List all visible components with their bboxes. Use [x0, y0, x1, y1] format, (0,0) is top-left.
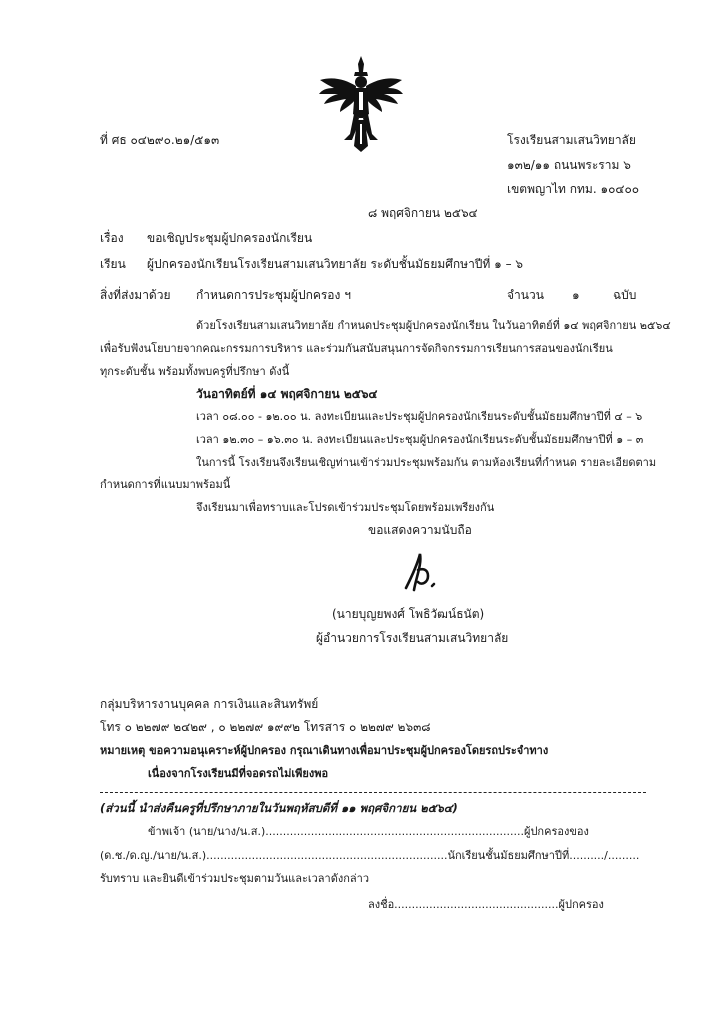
- subject-text: ขอเชิญประชุมผู้ปกครองนักเรียน: [147, 231, 313, 245]
- letter-date: ๘ พฤศจิกายน ๒๕๖๔: [368, 206, 478, 220]
- reply-slip-line-1: ข้าพเจ้า (นาย/นาง/น.ส.)..........................................................................ผู้ปกครองของ: [148, 825, 589, 838]
- body-paragraph-3: จึงเรียนมาเพื่อทราบและโปรดเข้าร่วมประชุมโดยพร้อมเพรียงกัน: [196, 501, 495, 514]
- enclosure-text: กำหนดการประชุมผู้ปกครอง ฯ: [196, 288, 351, 302]
- school-name: โรงเรียนสามเสนวิทยาลัย: [507, 133, 636, 147]
- reply-slip-signature-line: ลงชื่อ...............................................ผู้ปกครอง: [368, 898, 604, 911]
- meeting-day: วันอาทิตย์ที่ ๑๔ พฤศจิกายน ๒๕๖๔: [196, 387, 378, 401]
- enclosure-count-label: จำนวน: [507, 288, 544, 302]
- note-line-1: หมายเหตุ ขอความอนุเคราะห์ผู้ปกครอง กรุณาเดินทางเพื่อมาประชุมผู้ปกครองโดยรถประจำทาง: [100, 744, 549, 757]
- reference-number: ที่ ศธ ๐๔๒๙๐.๒๑/๕๑๓: [100, 133, 220, 147]
- to-text: ผู้ปกครองนักเรียนโรงเรียนสามเสนวิทยาลัย ระดับชั้นมัธยมศึกษาปีที่ ๑ – ๖: [147, 257, 524, 271]
- reply-slip-line-2: (ด.ช./ด.ญ./นาย/น.ส.).....................................................................นักเรียนชั้นมัธยมศึกษาปีที่........../.........: [100, 849, 640, 862]
- enclosure-count: ๑: [572, 288, 580, 302]
- signatory-name: (นายบุญยพงศ์ โพธิวัฒน์ธนัต): [332, 607, 485, 621]
- signatory-title: ผู้อำนวยการโรงเรียนสามเสนวิทยาลัย: [316, 631, 509, 645]
- department: กลุ่มบริหารงานบุคคล การเงินและสินทรัพย์: [100, 697, 319, 711]
- to-label: เรียน: [100, 257, 126, 271]
- garuda-emblem-icon: [316, 54, 406, 154]
- school-address-district: เขตพญาไท กทม. ๑๐๔๐๐: [507, 182, 640, 196]
- signature-icon: [398, 548, 458, 598]
- body-paragraph-1-line-3: ทุกระดับชั้น พร้อมทั้งพบครูที่ปรึกษา ดังนี้: [100, 365, 290, 378]
- body-paragraph-1-line-1: ด้วยโรงเรียนสามเสนวิทยาลัย กำหนดประชุมผู้ปกครองนักเรียน ในวันอาทิตย์ที่ ๑๔ พฤศจิกายน ๒๕๖๔: [196, 319, 671, 332]
- closing: ขอแสดงความนับถือ: [368, 523, 472, 537]
- contact-phone: โทร ๐ ๒๒๗๙ ๒๔๒๙ , ๐ ๒๒๗๙ ๑๙๙๒ โทรสาร ๐ ๒๒๗๙ ๒๖๓๘: [100, 720, 431, 734]
- cut-line: [100, 792, 646, 793]
- subject-label: เรื่อง: [100, 231, 124, 245]
- body-paragraph-1-line-2: เพื่อรับฟังนโยบายจากคณะกรรมการบริหาร และร่วมกันสนับสนุนการจัดกิจกรรมการเรียนการสอนของนักเรียน: [100, 342, 613, 355]
- session-2: เวลา ๑๒.๓๐ – ๑๖.๓๐ น. ลงทะเบียนและประชุมผู้ปกครองนักเรียนระดับชั้นมัธยมศึกษาปีที่ ๑ – ๓: [196, 433, 644, 446]
- reply-slip-line-3: รับทราบ และยินดีเข้าร่วมประชุมตามวันและเวลาดังกล่าว: [100, 872, 369, 885]
- reply-slip-header: (ส่วนนี้ นำส่งคืนครูที่ปรึกษาภายในวันพฤหัสบดีที่ ๑๑ พฤศจิกายน ๒๕๖๔): [100, 801, 458, 815]
- enclosure-unit: ฉบับ: [613, 288, 637, 302]
- body-paragraph-2-line-2: กำหนดการที่แนบมาพร้อมนี้: [100, 478, 231, 491]
- body-paragraph-2-line-1: ในการนี้ โรงเรียนจึงเรียนเชิญท่านเข้าร่วมประชุมพร้อมกัน ตามห้องเรียนที่กำหนด รายละเอียดตาม: [196, 456, 657, 469]
- session-1: เวลา ๐๘.๐๐ - ๑๒.๐๐ น. ลงทะเบียนและประชุมผู้ปกครองนักเรียนระดับชั้นมัธยมศึกษาปีที่ ๔ – ๖: [196, 410, 643, 423]
- enclosure-label: สิ่งที่ส่งมาด้วย: [100, 288, 171, 302]
- note-line-2: เนื่องจากโรงเรียนมีที่จอดรถไม่เพียงพอ: [148, 767, 329, 780]
- school-address-street: ๑๓๒/๑๑ ถนนพระราม ๖: [507, 158, 631, 172]
